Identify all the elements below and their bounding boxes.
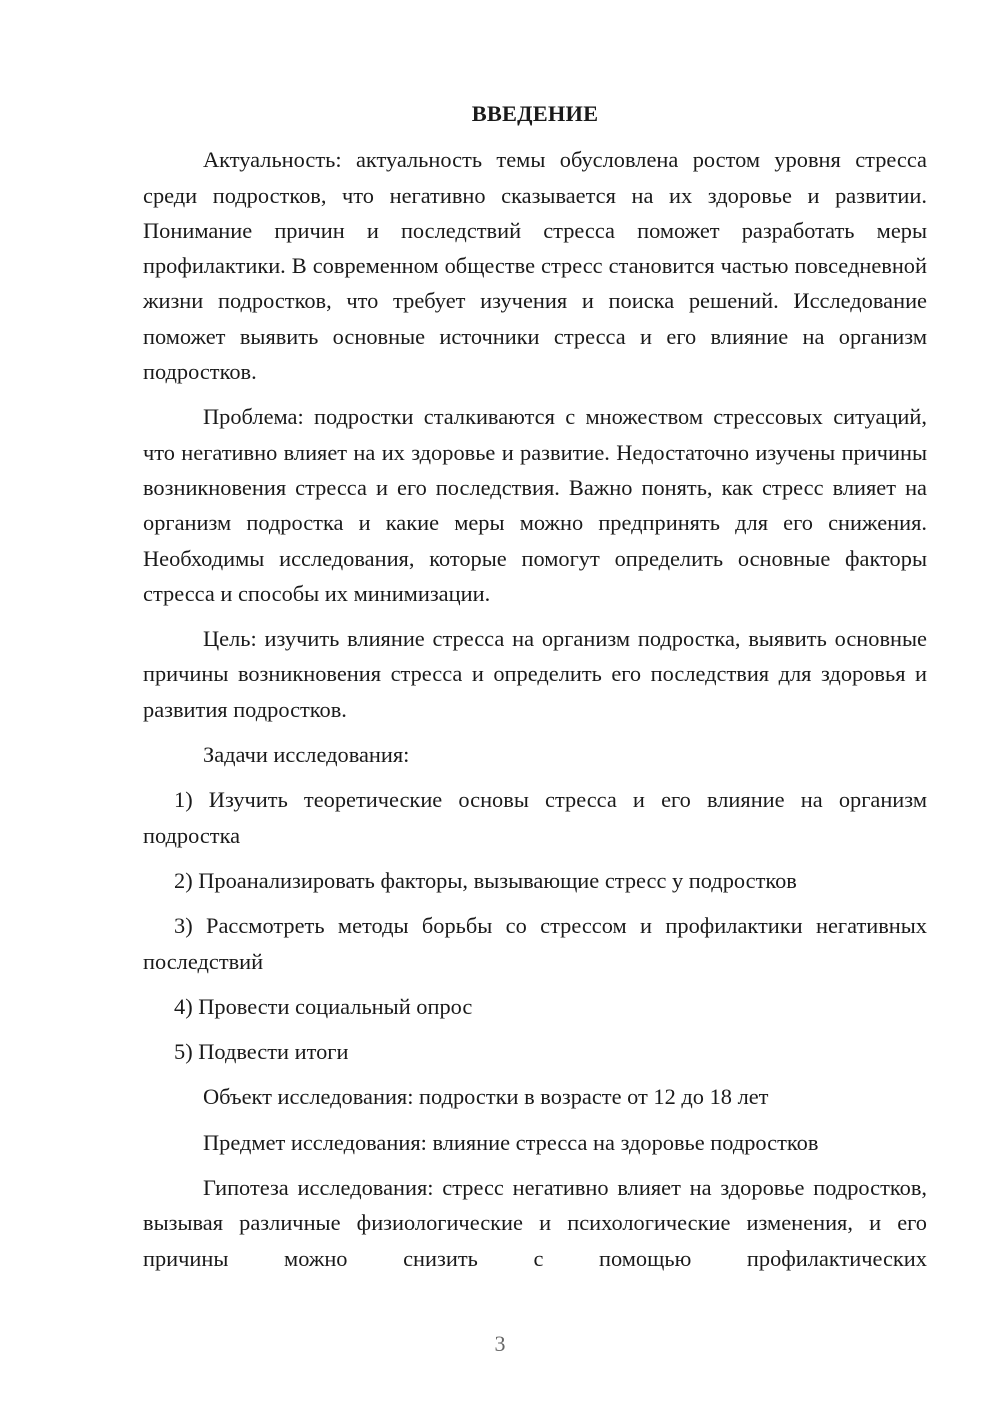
task-item-2: 2) Проанализировать факторы, вызывающие стресс у подростков xyxy=(174,867,797,893)
task-item-1: 1) Изучить теоретические основы стресса и его влияние на организм подростка xyxy=(143,787,927,848)
research-subject: Предмет исследования: влияние стресса на здоровье подростков xyxy=(203,1129,819,1155)
goal-paragraph: Цель: изучить влияние стресса на организм подростка, выявить основные причины возникновения стресса и определить его последствия для здоровья и развития подростков. xyxy=(143,626,927,722)
problem-paragraph: Проблема: подростки сталкиваются с множеством стрессовых ситуаций, что негативно влияет на их здоровье и развитие. Недостаточно изучены причины возникновения стресса и его последствия. Важно понять, как стресс влияет на организм подростка и какие меры можно предпринять для его снижения. Необходимы исследования, которые помогут определить основные факторы стресса и способы их минимизации. xyxy=(143,404,927,606)
document-body xyxy=(143,96,927,1276)
relevance-paragraph: Актуальность: актуальность темы обусловлена ростом уровня стресса среди подростков, что негативно сказывается на их здоровье и развитии. Понимание причин и последствий стресса поможет разработать меры профилактики. В современном обществе стресс становится частью повседневной жизни подростков, что требует изучения и поиска решений. Исследование поможет выявить основные источники стресса и его влияние на организм подростков. xyxy=(143,147,927,385)
task-item-3: 3) Рассмотреть методы борьбы со стрессом и профилактики негативных последствий xyxy=(143,913,927,974)
hypothesis-paragraph: Гипотеза исследования: стресс негативно влияет на здоровье подростков, вызывая различные физиологические и психологические изменения, и его причины можно снизить с помощью профилактических xyxy=(143,1175,927,1271)
section-title: ВВЕДЕНИЕ xyxy=(471,101,599,126)
task-item-4: 4) Провести социальный опрос xyxy=(174,993,473,1019)
tasks-heading: Задачи исследования: xyxy=(203,742,410,768)
page-number: 3 xyxy=(494,1331,506,1356)
task-item-5: 5) Подвести итоги xyxy=(174,1039,349,1065)
research-object: Объект исследования: подростки в возрасте от 12 до 18 лет xyxy=(203,1084,769,1110)
